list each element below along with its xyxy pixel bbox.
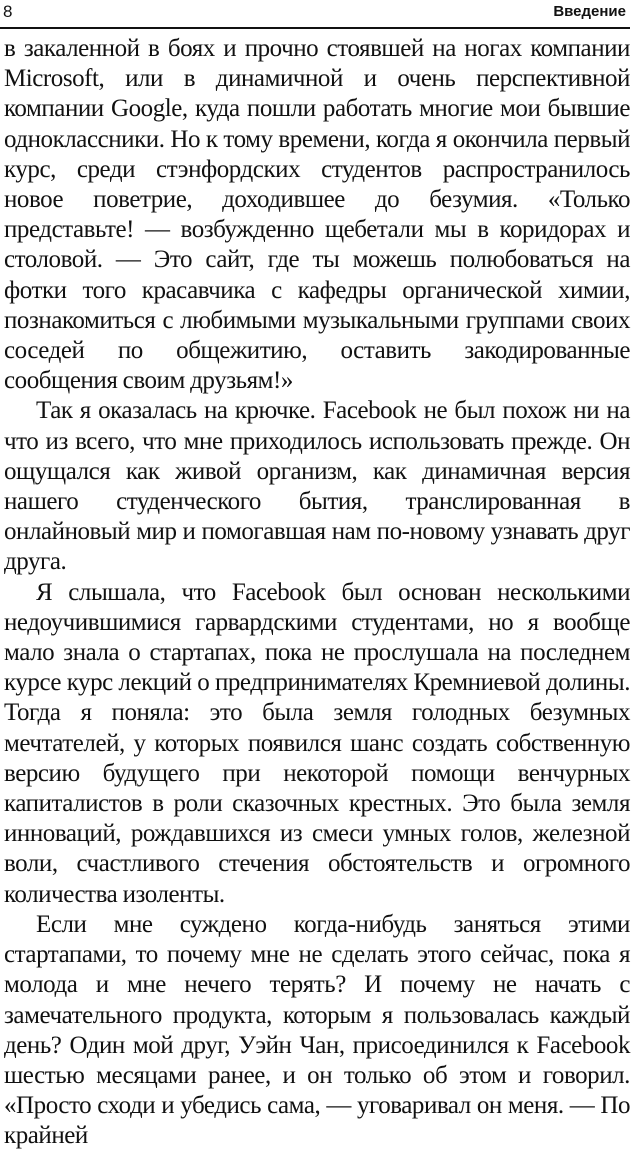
page-number: 8 (3, 2, 13, 21)
body-text (4, 34, 630, 1152)
running-title: Введение (553, 3, 626, 20)
page-header (0, 0, 630, 29)
paragraph-2: Так я оказалась на крючке. Facebook не был похож ни на что из всего, что мне приходилось использовать прежде. Он ощущался как живой организм, как динамичная версия нашего студенческого бытия, транслированная в онлайновый мир и помогавшая нам по-новому узнавать друг друга. (4, 397, 630, 576)
paragraph-3: Я слышала, что Facebook был основан несколькими недоучившимися гарвардскими студентами, но я вообще мало знала о стартапах, пока не прослушала на последнем курсе курс лекций о предпринимателях Кремниевой долины. Тогда я поняла: это была земля голодных безумных мечтателей, у которых появился шанс создать собственную версию будущего при некоторой помощи венчурных капиталистов в роли сказочных крестных. Это была земля инноваций, рождавшихся из смеси умных голов, железной воли, счастливого стечения обстоятельств и огромного количества изоленты. (4, 578, 630, 908)
paragraph-4: Если мне суждено когда-нибудь заняться этими стартапами, то почему мне не сделать этого сейчас, пока я молода и мне нечего терять? И почему не начать с замечательного продукта, которым я пользовалась каждый день? Один мой друг, Уэйн Чан, присоединился к Facebook шестью месяцами ранее, и он только об этом и говорил. «Просто сходи и убедись сама, — уговаривал он меня. — По крайней (4, 910, 630, 1150)
paragraph-1: в закаленной в боях и прочно стоявшей на ногах компании Microsoft, или в динамичной и очень перспективной компании Google, куда пошли работать многие мои бывшие одноклассники. Но к тому времени, когда я окончила первый курс, среди стэнфордских студентов распространилось новое поветрие, доходившее до безумия. «Только представьте! — возбужденно щебетали мы в коридорах и столовой. — Это сайт, где ты можешь полюбоваться на фотки того красавчика с кафедры органической химии, познакомиться с любимыми музыкальными группами своих соседей по общежитию, оставить закодированные сообщения своим друзьям!» (4, 35, 630, 395)
